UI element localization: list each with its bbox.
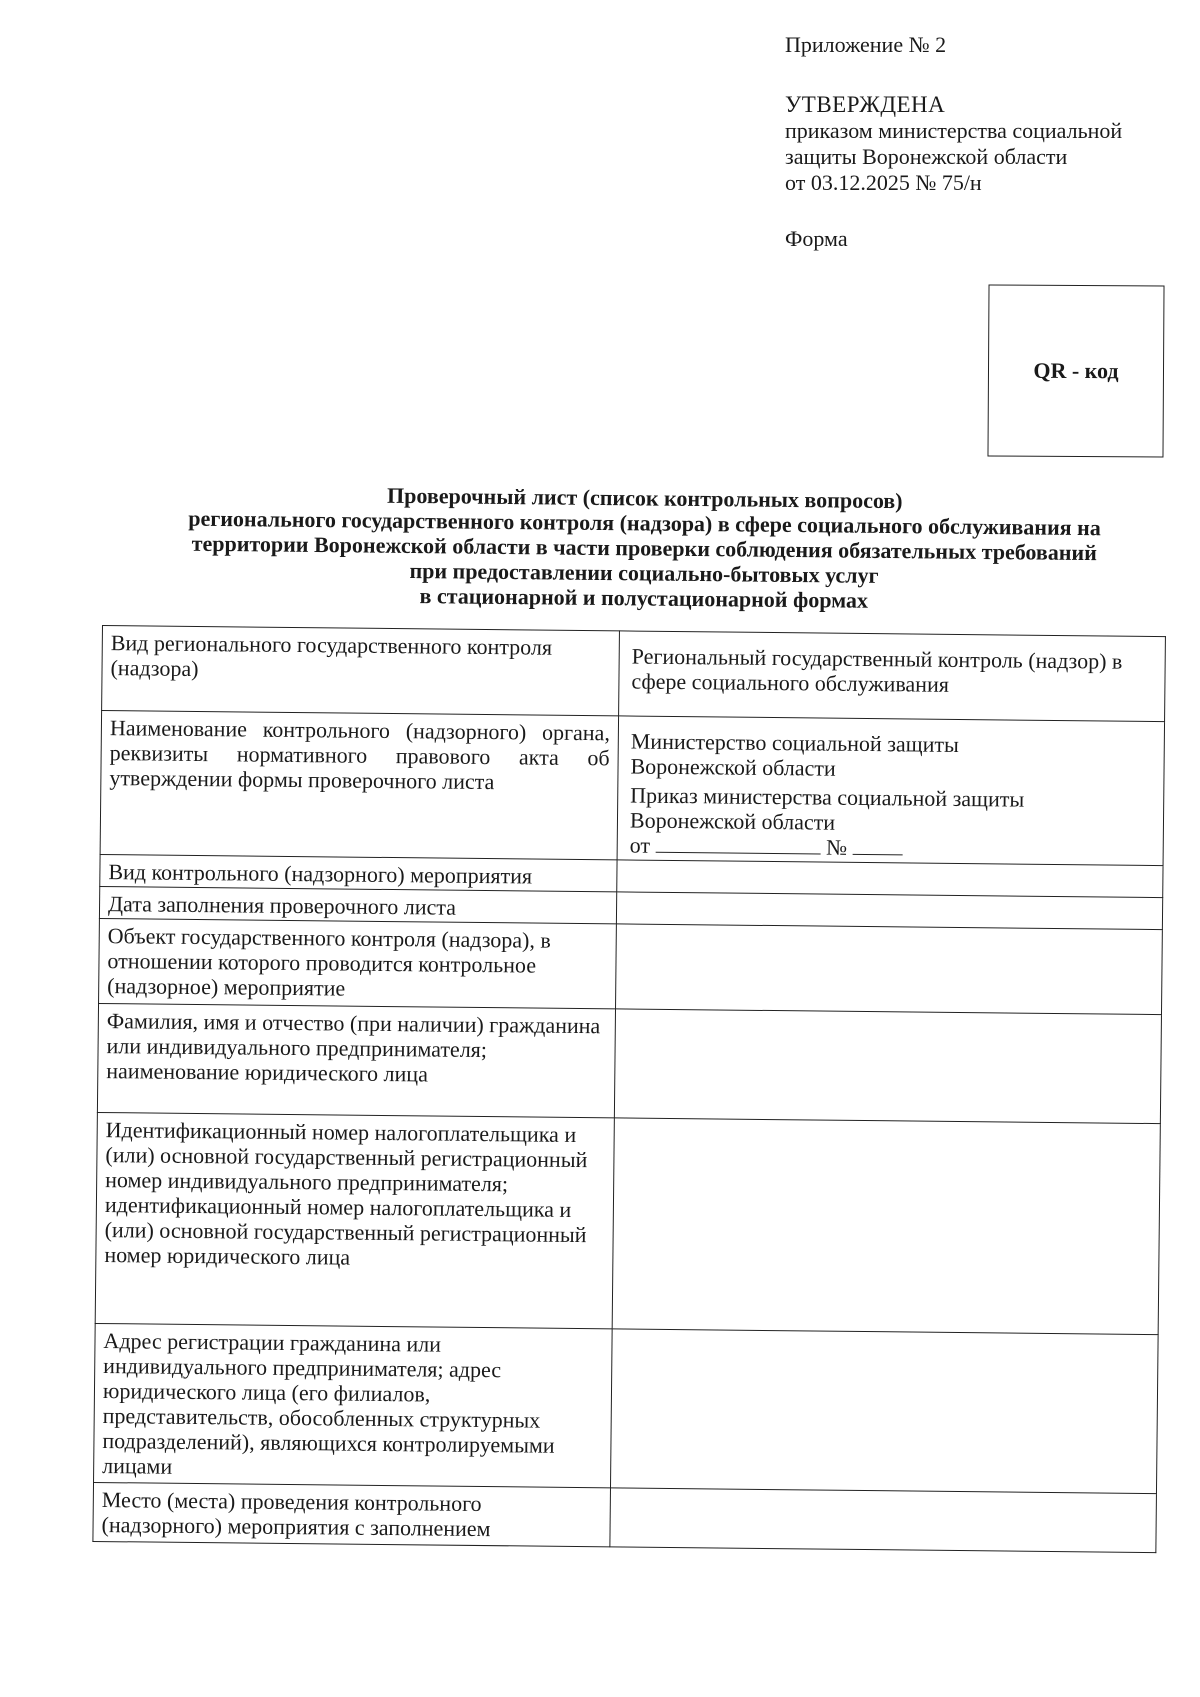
row-value-line: Министерство социальной защиты xyxy=(630,728,959,757)
row-value-empty xyxy=(612,1118,1160,1335)
row-value-empty xyxy=(614,1009,1161,1124)
approval-block xyxy=(785,32,1185,252)
from-label: от xyxy=(629,832,651,858)
order-date-number-line xyxy=(630,833,1155,863)
row-value-empty xyxy=(616,924,1163,1015)
row-label: Идентификационный номер налогоплательщика и (или) основной государственный регистрационный номер индивидуального предпринимателя; идентификационный номер налогоплательщика и (или) основной государственный регистрационный номер юридического лица xyxy=(95,1112,614,1328)
qr-code-placeholder xyxy=(987,284,1164,457)
row-label: Вид контрольного (надзорного) мероприятия xyxy=(100,854,617,891)
row-value-line: Воронежской области xyxy=(630,753,836,781)
checklist-info-table xyxy=(92,625,1152,1553)
row-value xyxy=(619,631,1166,722)
order-date-blank xyxy=(655,834,820,855)
row-label: Фамилия, имя и отчество (при наличии) гражданина или индивидуального предпринимателя; наименование юридического лица xyxy=(97,1003,615,1117)
row-value-line: Приказ министерства социальной защиты xyxy=(630,782,1025,812)
order-line-1: приказом министерства социальной xyxy=(785,118,1123,143)
table-row xyxy=(99,918,1163,1014)
table-row xyxy=(94,1323,1159,1493)
row-value-empty xyxy=(610,1329,1158,1494)
table-row xyxy=(102,626,1166,722)
row-value xyxy=(617,716,1164,866)
order-line-3: от 03.12.2025 № 75/н xyxy=(785,170,982,195)
form-label: Форма xyxy=(785,226,848,251)
document-title xyxy=(124,480,1165,616)
order-line-2: защиты Воронежской области xyxy=(785,144,1068,169)
title-line-3: территории Воронежской области в части проверки соблюдения обязательных требований xyxy=(191,530,1098,566)
row-label: Вид регионального государственного контроля (надзора) xyxy=(102,626,620,716)
qr-code-label: QR - код xyxy=(1033,357,1119,384)
table-row xyxy=(100,711,1164,866)
row-label: Адрес регистрации гражданина или индивидуального предпринимателя; адрес юридического лица (его филиалов, представительств, обособленных структурных подразделений), являющихся контролируемыми лицами xyxy=(94,1323,613,1487)
row-label: Дата заполнения проверочного листа xyxy=(99,886,616,923)
annex-number: Приложение № 2 xyxy=(785,32,947,57)
table-row xyxy=(95,1112,1160,1334)
table-row xyxy=(97,1003,1161,1123)
title-line-1: Проверочный лист (список контрольных вопросов) xyxy=(386,482,903,514)
row-value-line: Региональный государственный контроль (надзор) в сфере социального обслуживания xyxy=(631,643,1123,697)
row-label: Объект государственного контроля (надзора), в отношении которого проводится контрольное (надзорное) мероприятие xyxy=(99,918,617,1008)
row-value-empty xyxy=(610,1488,1157,1553)
order-number-blank xyxy=(852,836,902,856)
number-label: № xyxy=(825,834,848,860)
title-line-2: регионального государственного контроля (надзора) в сфере социального обслуживания на xyxy=(188,505,1101,541)
table-row xyxy=(93,1482,1157,1552)
approved-stamp-text: УТВЕРЖДЕНА xyxy=(785,92,946,117)
title-line-4: при предоставлении социально-бытовых услуг xyxy=(409,557,879,588)
row-label: Место (места) проведения контрольного (надзорного) мероприятия с заполнением xyxy=(93,1482,611,1546)
row-value-line: Воронежской области xyxy=(629,807,836,835)
row-label: Наименование контрольного (надзорного) органа, реквизиты нормативного правового акта об утверждении формы проверочного листа xyxy=(100,711,618,860)
title-line-5: в стационарной и полустационарной формах xyxy=(419,583,869,613)
